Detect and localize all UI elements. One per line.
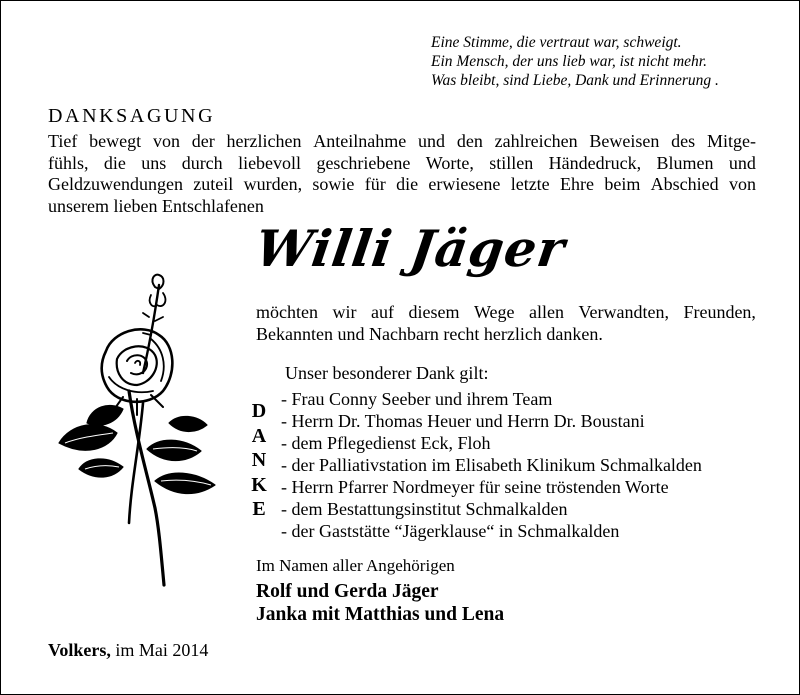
- word: Mitge-: [706, 131, 756, 151]
- list-item: - dem Bestattungsinstitut Schmalkalden: [281, 499, 568, 519]
- word: die: [396, 174, 419, 194]
- word: Wege: [473, 302, 515, 322]
- word: allen: [529, 302, 564, 322]
- list-item: - Herrn Pfarrer Nordmeyer für seine tröstenden Worte: [281, 477, 669, 497]
- word: Verwandten,: [578, 302, 669, 322]
- special-thanks-list: [281, 388, 761, 542]
- intro-line: [48, 131, 756, 153]
- word: für: [364, 174, 386, 194]
- danke-acrostic: [248, 399, 270, 522]
- word: und: [418, 131, 446, 151]
- list-item: - der Gaststätte “Jägerklause“ in Schmalkalden: [281, 521, 620, 541]
- intro-text: [48, 131, 756, 217]
- word: Ehre: [560, 174, 594, 194]
- word: wir: [332, 302, 357, 322]
- list-item: - Herrn Dr. Thomas Heuer und Herrn Dr. Boustani: [281, 411, 645, 431]
- thanks-line: Bekannten und Nachbarn recht herzlich danken.: [256, 323, 603, 344]
- word: und: [728, 152, 756, 173]
- word: wurden,: [243, 174, 303, 194]
- place-name: Volkers,: [48, 640, 111, 660]
- word: Freunden,: [683, 302, 756, 322]
- date-text: im Mai 2014: [115, 640, 209, 660]
- word: liebevoll: [238, 152, 302, 173]
- intro-line: [48, 174, 756, 196]
- word: von: [152, 131, 180, 151]
- word: herzlichen: [226, 131, 302, 151]
- word: durch: [181, 152, 223, 173]
- place-date: [48, 639, 208, 661]
- word: diesem: [408, 302, 460, 322]
- word: Tief: [48, 131, 78, 151]
- signer: Janka mit Matthias und Lena: [256, 604, 505, 625]
- word: die: [103, 152, 126, 173]
- intro-line: [48, 153, 756, 175]
- word: uns: [141, 152, 167, 173]
- list-item: - dem Pflegedienst Eck, Floh: [281, 433, 491, 453]
- word: Abschied: [650, 174, 719, 194]
- danke-letter: E: [252, 498, 266, 520]
- word: auf: [370, 302, 394, 322]
- word: von: [728, 174, 756, 194]
- special-thanks-heading: Unser besonderer Dank gilt:: [285, 363, 489, 383]
- word: sowie: [312, 174, 355, 194]
- danke-letter: N: [251, 449, 267, 471]
- danke-letter: A: [251, 424, 267, 447]
- motto-verse: [431, 33, 791, 90]
- signers: [256, 580, 504, 626]
- word: bewegt: [89, 131, 142, 151]
- word: letzte: [510, 174, 550, 194]
- word: geschriebene: [316, 152, 411, 173]
- word: Händedruck,: [548, 152, 642, 173]
- rose-icon: [51, 273, 226, 593]
- word: den: [456, 131, 483, 151]
- list-item: - Frau Conny Seeber und ihrem Team: [281, 389, 553, 409]
- word: Geldzuwendungen: [48, 174, 183, 194]
- signer: Rolf und Gerda Jäger: [256, 581, 439, 602]
- deceased-name: Willi Jäger: [251, 219, 570, 278]
- word: Beweisen: [589, 131, 660, 151]
- word: zahlreichen: [494, 131, 578, 151]
- danke-letter: K: [251, 473, 267, 496]
- intro-line: unserem lieben Entschlafenen: [48, 195, 264, 216]
- word: Worte,: [425, 152, 474, 173]
- word: beim: [604, 174, 641, 194]
- danke-letter: D: [251, 400, 267, 422]
- word: erwiesene: [428, 174, 501, 194]
- list-item: - der Palliativstation im Elisabeth Klinikum Schmalkalden: [281, 455, 702, 475]
- word: zuteil: [193, 174, 234, 194]
- motto-line: Was bleibt, sind Liebe, Dank und Erinnerung .: [431, 72, 719, 89]
- word: des: [671, 131, 696, 151]
- on-behalf-line: Im Namen aller Angehörigen: [256, 556, 455, 575]
- word: der: [191, 131, 215, 151]
- word: Blumen: [656, 152, 714, 173]
- thanks-line: [256, 302, 756, 324]
- motto-line: Ein Mensch, der uns lieb war, ist nicht mehr.: [431, 53, 707, 70]
- word: stillen: [489, 152, 534, 173]
- heading: DANKSAGUNG: [48, 105, 216, 127]
- motto-line: Eine Stimme, die vertraut war, schweigt.: [431, 34, 682, 51]
- word: Anteilnahme: [313, 131, 407, 151]
- word: fühls,: [48, 152, 89, 173]
- word: möchten: [256, 302, 318, 322]
- thanks-text: [256, 302, 756, 345]
